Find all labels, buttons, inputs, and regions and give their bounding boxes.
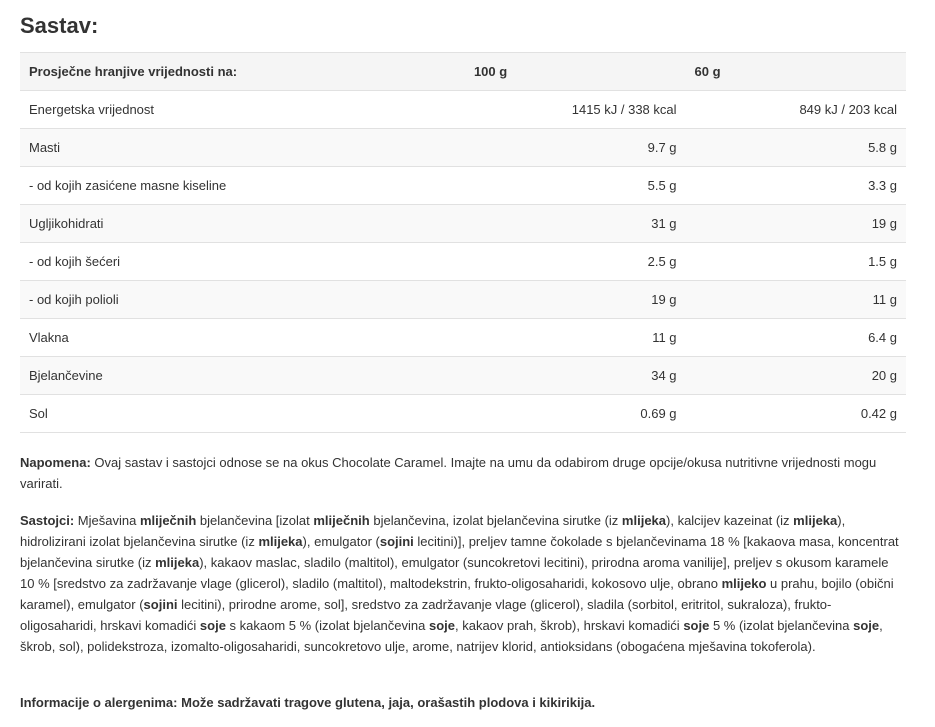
table-row [20, 91, 906, 129]
value-per-100g: 34 g [465, 357, 686, 395]
header-per-60g: 60 g [686, 53, 906, 91]
allergen-word: soje [199, 618, 226, 633]
table-row [20, 281, 906, 319]
value-per-60g: 19 g [686, 205, 906, 243]
note-text: Ovaj sastav i sastojci odnose se na okus Chocolate Caramel. Imajte na umu da odabirom druge opcije/okusa nutritivne vrijednosti mogu varirati. [20, 455, 877, 491]
ingredients-segment: ), emulgator ( [302, 534, 380, 549]
ingredients-segment: lecitini), prirodne arome, sol], sredstvo za zadržavanje vlage (glicerol), sladila (sorbitol, eritritol, sukraloza), frukto-oligosaharidi, hrskavi komadići [20, 597, 832, 633]
value-per-60g: 0.42 g [686, 395, 906, 433]
value-per-60g: 849 kJ / 203 kcal [686, 91, 906, 129]
note-label: Napomena: [20, 455, 91, 470]
value-per-100g: 11 g [465, 319, 686, 357]
table-row [20, 319, 906, 357]
nutrient-name: Energetska vrijednost [20, 91, 465, 129]
allergen-word: mlijeka [155, 555, 200, 570]
allergen-word: soje [428, 618, 455, 633]
allergen-text: Može sadržavati tragove glutena, jaja, orašastih plodova i kikirikija. [177, 695, 596, 710]
ingredients-segment: , škrob, sol), polidekstroza, izomalto-oligosaharidi, suncokretovo ulje, arome, natrijev klorid, antioksidans (obogaćena mješavina tokoferola). [20, 618, 883, 654]
value-per-100g: 0.69 g [465, 395, 686, 433]
table-row [20, 357, 906, 395]
allergen-word: mlijeka [793, 513, 838, 528]
value-per-100g: 1415 kJ / 338 kcal [465, 91, 686, 129]
table-row [20, 395, 906, 433]
ingredients-text [20, 513, 899, 654]
allergen-word: soje [683, 618, 710, 633]
table-row [20, 205, 906, 243]
nutrient-name: Bjelančevine [20, 357, 465, 395]
nutrient-name: - od kojih šećeri [20, 243, 465, 281]
nutrient-name: Masti [20, 129, 465, 167]
nutrition-table [20, 52, 906, 433]
ingredients-segment: ), kakaov maslac, sladilo (maltitol), emulgator (suncokretovi lecitini), prirodna aroma vanilije], preljev s okusom karamele 10 % [sredstvo za zadržavanje vlage (glicerol), sladilo (maltitol), maltodekstrin, frukto-oligosaharidi, kokosovo ulje, obrano [20, 555, 889, 591]
allergen-info [20, 692, 900, 713]
ingredients-label: Sastojci: [20, 513, 75, 528]
value-per-60g: 6.4 g [686, 319, 906, 357]
allergen-word: mlijeka [621, 513, 667, 528]
nutrient-name: - od kojih polioli [20, 281, 465, 319]
table-header-row [20, 53, 906, 91]
value-per-60g: 5.8 g [686, 129, 906, 167]
ingredients-segment: 5 % (izolat bjelančevina [709, 618, 854, 633]
ingredients-segment: bjelančevina [izolat [196, 513, 314, 528]
value-per-60g: 20 g [686, 357, 906, 395]
allergen-word: mlijeko [721, 576, 767, 591]
ingredients-paragraph [20, 510, 900, 657]
value-per-100g: 5.5 g [465, 167, 686, 205]
ingredients-segment: ), kalcijev kazeinat (iz [666, 513, 794, 528]
page-title: Sastav: [20, 13, 99, 38]
nutrient-name: - od kojih zasićene masne kiseline [20, 167, 465, 205]
nutrient-name: Sol [20, 395, 465, 433]
value-per-100g: 19 g [465, 281, 686, 319]
value-per-100g: 31 g [465, 205, 686, 243]
allergen-word: sojini [379, 534, 414, 549]
ingredients-segment: s kakaom 5 % (izolat bjelančevina [225, 618, 429, 633]
allergen-word: soje [853, 618, 880, 633]
allergen-word: mlijeka [258, 534, 303, 549]
ingredients-segment: , kakaov prah, škrob), hrskavi komadići [455, 618, 684, 633]
nutrient-name: Ugljikohidrati [20, 205, 465, 243]
value-per-60g: 11 g [686, 281, 906, 319]
value-per-100g: 9.7 g [465, 129, 686, 167]
allergen-word: sojini [143, 597, 178, 612]
allergen-word: mliječnih [139, 513, 197, 528]
table-row [20, 243, 906, 281]
allergen-label: Informacije o alergenima: [20, 695, 178, 710]
header-nutrient: Prosječne hranjive vrijednosti na: [20, 53, 465, 91]
ingredients-segment: Mješavina [74, 513, 140, 528]
ingredients-segment: u prahu, bojilo (obični karamel), emulgator ( [20, 576, 894, 612]
header-per-100g: 100 g [465, 53, 686, 91]
nutrient-name: Vlakna [20, 319, 465, 357]
ingredients-segment: bjelančevina, izolat bjelančevina sirutke (iz [369, 513, 622, 528]
flavour-note [20, 452, 900, 494]
ingredients-segment: lecitini)], preljev tamne čokolade s bjelančevinama 18 % [kakaova masa, koncentrat bjelančevina sirutke (iz [20, 534, 899, 570]
value-per-100g: 2.5 g [465, 243, 686, 281]
value-per-60g: 3.3 g [686, 167, 906, 205]
value-per-60g: 1.5 g [686, 243, 906, 281]
ingredients-segment: ), hidrolizirani izolat bjelančevina sirutke (iz [20, 513, 846, 549]
table-row [20, 167, 906, 205]
allergen-word: mliječnih [313, 513, 370, 528]
table-row [20, 129, 906, 167]
